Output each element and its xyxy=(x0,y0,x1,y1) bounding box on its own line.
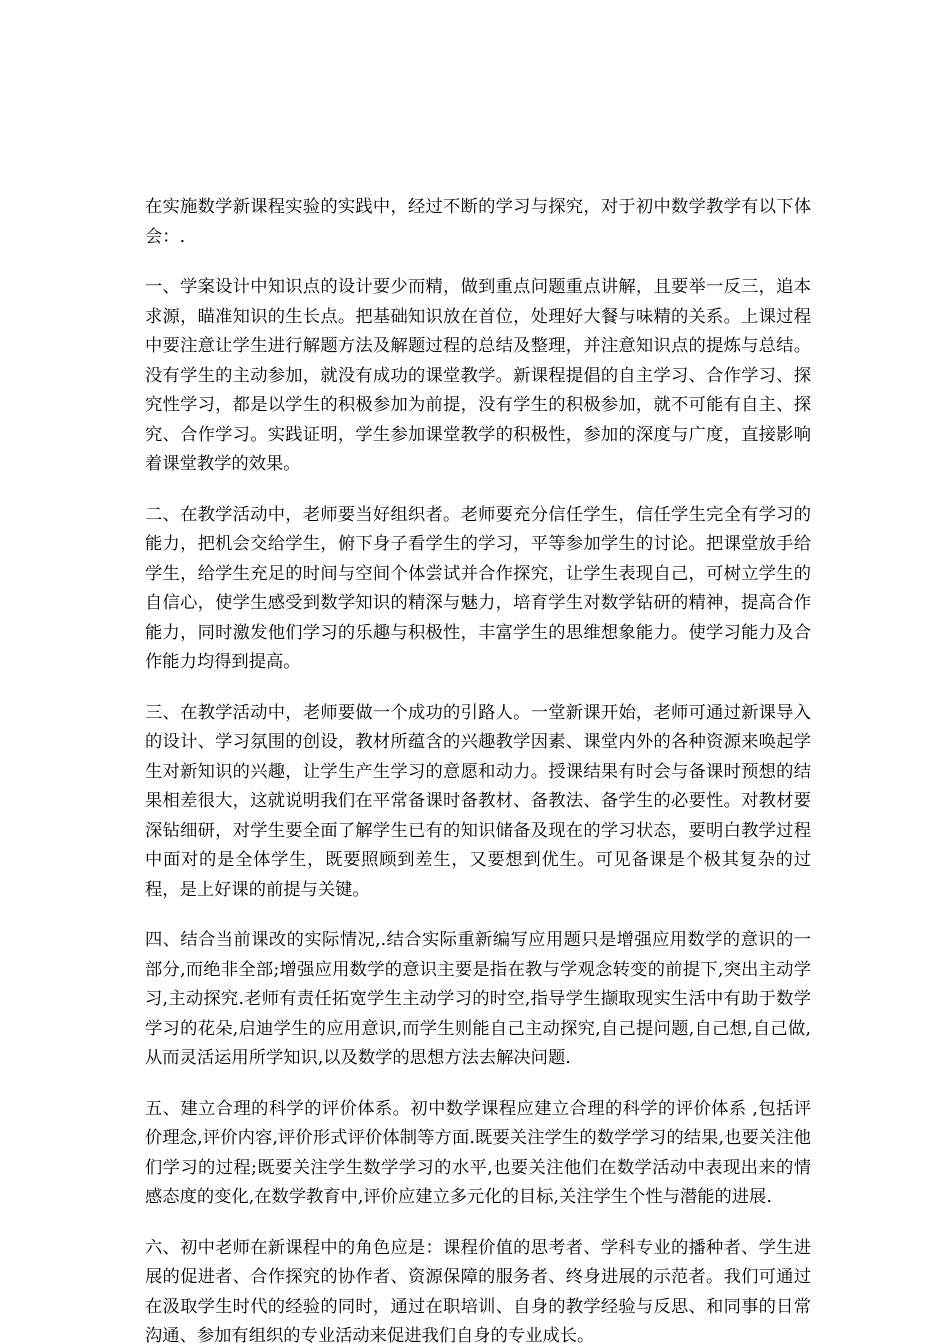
paragraph-2: 二、在教学活动中，老师要当好组织者。老师要充分信任学生，信任学生完全有学习的能力，把机会交给学生，俯下身子看学生的学习，平等参加学生的讨论。把课堂放手给学生，给学生充足的时间与空间个体尝试并合作探究，让学生表现自己，可树立学生的自信心，使学生感受到数学知识的精深与魅力，培育学生对数学钻研的精神，提高合作能力，同时激发他们学习的乐趣与积极性，丰富学生的思维想象能力。使学习能力及合作能力均得到提高。 xyxy=(145,504,811,672)
paragraph-4: 四、结合当前课改的实际情况,.结合实际重新编写应用题只是增强应用数学的意识的一部分,而绝非全部;增强应用数学的意识主要是指在教与学观念转变的前提下,突出主动学习,主动探究.老师有责任拓宽学生主动学习的时空,指导学生撷取现实生活中有助于数学学习的花朵,启迪学生的应用意识,而学生则能自己主动探究,自己提问题,自己想,自己做,从而灵活运用所学知识,以及数学的思想方法去解决问题. xyxy=(145,930,811,1068)
paragraph-1: 一、学案设计中知识点的设计要少而精，做到重点问题重点讲解，且要举一反三，追本求源，瞄准知识的生长点。把基础知识放在首位，处理好大餐与味精的关系。上课过程中要注意让学生进行解题方法及解题过程的总结及整理，并注意知识点的提炼与总结。没有学生的主动参加，就没有成功的课堂教学。新课程提倡的自主学习、合作学习、探究性学习，都是以学生的积极参加为前提，没有学生的积极参加，就不可能有自主、探究、合作学习。实践证明，学生参加课堂教学的积极性，参加的深度与广度，直接影响着课堂教学的效果。 xyxy=(145,277,811,474)
paragraph-6: 六、初中老师在新课程中的角色应是：课程价值的思考者、学科专业的播种者、学生进展的促进者、合作探究的协作者、资源保障的服务者、终身进展的示范者。我们可通过在汲取学生时代的经验的同时，通过在职培训、自身的教学经验与反思、和同事的日常沟通、参加有组织的专业活动来促进我们自身的专业成长。 xyxy=(145,1237,811,1344)
paragraph-5: 五、建立合理的科学的评价体系。初中数学课程应建立合理的科学的评价体系 ,包括评价理念,评价内容,评价形式评价体制等方面.既要关注学生的数学学习的结果,也要关注他们学习的过程;既要关注学生数学学习的水平,也要关注他们在数学活动中表现出来的情感态度的变化,在数学教育中,评价应建立多元化的目标,关注学生个性与潜能的进展. xyxy=(145,1098,811,1207)
document-body xyxy=(145,193,811,1344)
paragraph-intro: 在实施数学新课程实验的实践中，经过不断的学习与探究，对于初中数学教学有以下体会：. xyxy=(145,197,811,247)
paragraph-3: 三、在教学活动中，老师要做一个成功的引路人。一堂新课开始，老师可通过新课导入的设计、学习氛围的创设，教材所蕴含的兴趣教学因素、课堂内外的各种资源来唤起学生对新知识的兴趣，让学生产生学习的意愿和动力。授课结果有时会与备课时预想的结果相差很大，这就说明我们在平常备课时备教材、备教法、备学生的必要性。对教材要深钻细研，对学生要全面了解学生已有的知识储备及现在的学习状态，要明白教学过程中面对的是全体学生，既要照顾到差生，又要想到优生。可见备课是个极其复杂的过程，是上好课的前提与关键。 xyxy=(145,702,811,900)
